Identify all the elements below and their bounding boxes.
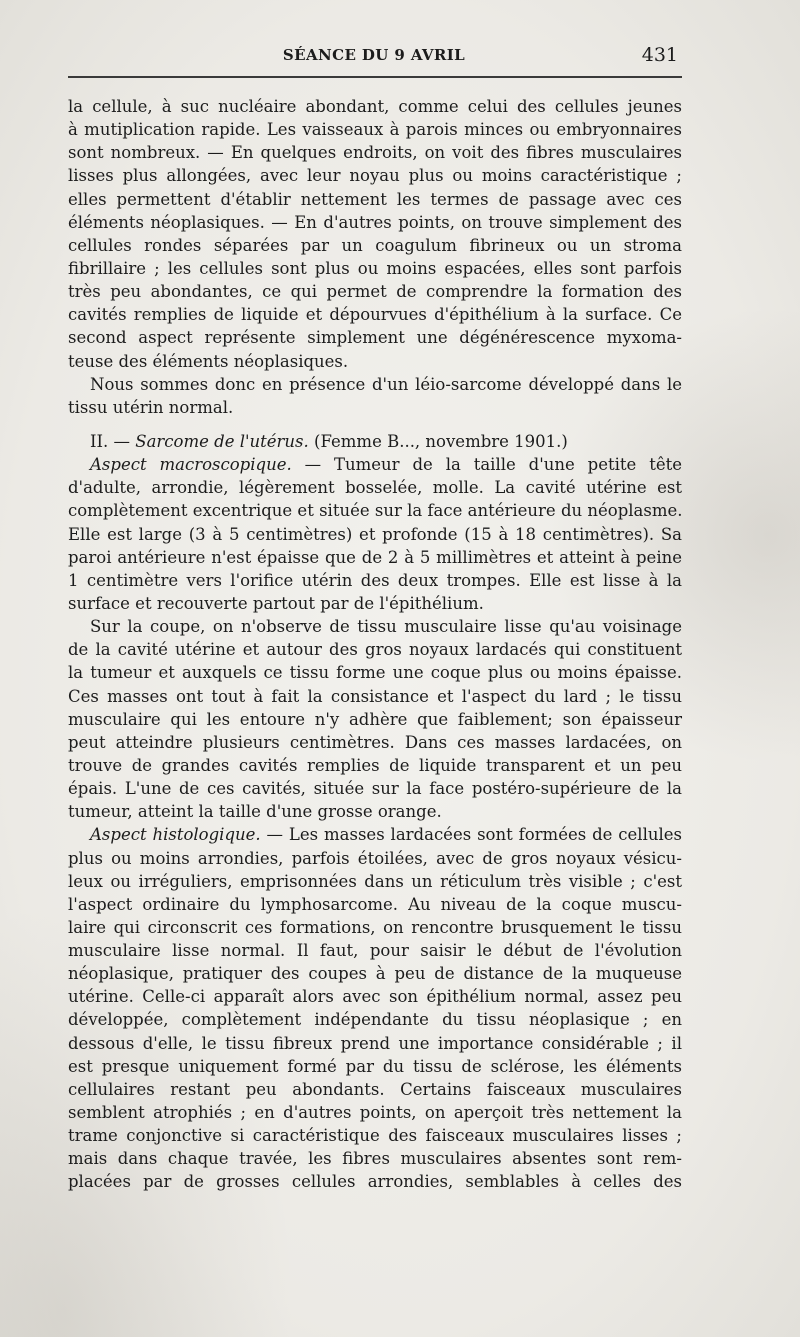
line-text: musculaire qui les entoure n'y adhère que faiblement; son épaisseur — [68, 709, 682, 729]
text-line — [68, 638, 682, 661]
text-line — [68, 211, 682, 234]
line-text: épais. L'une de ces cavités, située sur la face postéro-supérieure de la — [68, 779, 682, 799]
line-text: tissu utérin normal. — [68, 397, 234, 417]
line-text: cellules rondes séparées par un coagulum fibrineux ou un stroma — [68, 235, 682, 255]
text-line — [68, 1055, 682, 1078]
line-text: la cellule, à suc nucléaire abondant, comme celui des cellules jeunes — [68, 97, 682, 116]
line-text: Nous sommes donc en présence d'un léio-sarcome développé dans le — [90, 374, 682, 394]
text-line — [68, 476, 682, 499]
line-text: d'adulte, arrondie, légèrement bosselée, molle. La cavité utérine est — [68, 478, 682, 498]
text-line — [68, 141, 682, 164]
line-text: sont nombreux. — En quelques endroits, on voit des fibres musculaires — [68, 143, 682, 163]
line-text: II. — — [90, 431, 136, 451]
line-text: tumeur, atteint la taille d'une grosse orange. — [68, 802, 442, 822]
line-text: musculaire lisse normal. Il faut, pour saisir le début de l'évolution — [68, 941, 682, 961]
header-rule — [68, 76, 682, 78]
line-text: elles permettent d'établir nettement les termes de passage avec ces — [68, 189, 682, 209]
text-line — [68, 731, 682, 754]
text-line — [68, 499, 682, 522]
running-title: SÉANCE DU 9 AVRIL — [282, 46, 466, 64]
line-text: cavités remplies de liquide et dépourvues d'épithélium à la surface. Ce — [68, 305, 682, 325]
text-line — [68, 453, 682, 476]
text-line — [68, 373, 682, 396]
line-text: Ces masses ont tout à fait la consistance et l'aspect du lard ; le tissu — [68, 686, 682, 706]
line-text: éléments néoplasiques. — En d'autres points, on trouve simplement des — [68, 212, 682, 232]
text-line — [68, 1008, 682, 1031]
text-line — [68, 893, 682, 916]
line-text: de la cavité utérine et autour des gros noyaux lardacés qui constituent — [68, 640, 682, 660]
line-text: — Les masses lardacées sont formées de cellules — [260, 825, 682, 845]
text-line — [68, 523, 682, 546]
text-line — [68, 916, 682, 939]
line-text: placées par de grosses cellules arrondies, semblables à celles des — [68, 1172, 682, 1192]
line-text: l'aspect ordinaire du lymphosarcome. Au niveau de la coque muscu- — [68, 894, 682, 914]
line-text: surface et recouverte partout par de l'épithélium. — [68, 593, 484, 613]
text-line — [68, 754, 682, 777]
line-text: néoplasique, pratiquer des coupes à peu de distance de la muqueuse — [68, 964, 682, 984]
line-text: trouve de grandes cavités remplies de liquide transparent et un peu — [68, 755, 682, 775]
italic-heading: Aspect macroscopique. — [90, 455, 292, 475]
text-line — [68, 1147, 682, 1170]
line-text: laire qui circonscrit ces formations, on rencontre brusquement le tissu — [68, 917, 682, 937]
line-text: fibrillaire ; les cellules sont plus ou moins espacées, elles sont parfois — [68, 258, 682, 278]
text-line — [68, 777, 682, 800]
line-text: développée, complètement indépendante du tissu néoplasique ; en — [68, 1010, 682, 1030]
line-text: leux ou irréguliers, emprisonnées dans un réticulum très visible ; c'est — [68, 871, 682, 891]
text-line — [68, 280, 682, 303]
text-line — [68, 95, 682, 118]
text-line — [68, 118, 682, 141]
line-text: lisses plus allongées, avec leur noyau plus ou moins caractéristique ; — [68, 166, 682, 186]
text-line — [68, 847, 682, 870]
text-line — [68, 685, 682, 708]
line-text: peut atteindre plusieurs centimètres. Dans ces masses lardacées, on — [68, 732, 682, 752]
text-line — [68, 350, 682, 373]
line-text: cellulaires restant peu abondants. Certains faisceaux musculaires — [68, 1079, 682, 1099]
text-line — [68, 823, 682, 846]
text-line — [68, 569, 682, 592]
line-text: (Femme B..., novembre 1901.) — [308, 431, 568, 451]
line-text: très peu abondantes, ce qui permet de comprendre la formation des — [68, 282, 682, 302]
text-line — [68, 164, 682, 187]
text-line — [68, 962, 682, 985]
text-line — [68, 985, 682, 1008]
body-text — [68, 95, 682, 1194]
line-text: second aspect représente simplement une dégénérescence myxoma- — [68, 328, 682, 348]
text-line — [68, 708, 682, 731]
italic-heading: Aspect histologique. — [90, 825, 261, 845]
line-text: teuse des éléments néoplasiques. — [68, 351, 349, 371]
line-text: 1 centimètre vers l'orifice utérin des deux trompes. Elle est lisse à la — [68, 570, 682, 590]
page-number: 431 — [641, 44, 678, 66]
line-text: utérine. Celle-ci apparaît alors avec son épithélium normal, assez peu — [68, 987, 682, 1007]
line-text: plus ou moins arrondies, parfois étoilées, avec de gros noyaux vésicu- — [68, 848, 682, 868]
text-line — [68, 1032, 682, 1055]
page-header — [68, 46, 680, 68]
line-text: Sur la coupe, on n'observe de tissu musculaire lisse qu'au voisinage — [90, 617, 682, 637]
line-text: dessous d'elle, le tissu fibreux prend une importance considérable ; il — [68, 1033, 682, 1053]
line-text: mais dans chaque travée, les fibres musculaires absentes sont rem- — [68, 1149, 682, 1169]
text-line — [68, 546, 682, 569]
italic-heading: Sarcome de l'utérus. — [135, 431, 309, 451]
line-text: — Tumeur de la taille d'une petite tête — [291, 455, 682, 475]
line-text: paroi antérieure n'est épaisse que de 2 à 5 millimètres et atteint à peine — [68, 547, 682, 567]
text-line — [68, 234, 682, 257]
line-text: la tumeur et auxquels ce tissu forme une coque plus ou moins épaisse. — [68, 663, 682, 683]
text-line — [68, 1101, 682, 1124]
text-line — [68, 870, 682, 893]
text-line — [68, 188, 682, 211]
text-line — [68, 430, 682, 453]
text-line — [68, 396, 682, 419]
line-text: est presque uniquement formé par du tissu de sclérose, les éléments — [68, 1056, 682, 1076]
text-line — [68, 1078, 682, 1101]
text-line — [68, 592, 682, 615]
text-line — [68, 1124, 682, 1147]
line-text: complètement excentrique et située sur la face antérieure du néoplasme. — [68, 501, 683, 521]
line-text: semblent atrophiés ; en d'autres points, on aperçoit très nettement la — [68, 1103, 682, 1123]
text-line — [68, 257, 682, 280]
line-text: trame conjonctive si caractéristique des faisceaux musculaires lisses ; — [68, 1126, 682, 1146]
line-text: Elle est large (3 à 5 centimètres) et profonde (15 à 18 centimètres). Sa — [68, 524, 682, 544]
line-text: à mutiplication rapide. Les vaisseaux à parois minces ou embryonnaires — [68, 120, 682, 140]
text-line — [68, 326, 682, 349]
text-line — [68, 1170, 682, 1193]
text-line — [68, 661, 682, 684]
text-line — [68, 939, 682, 962]
text-line — [68, 615, 682, 638]
text-line — [68, 800, 682, 823]
text-line — [68, 303, 682, 326]
